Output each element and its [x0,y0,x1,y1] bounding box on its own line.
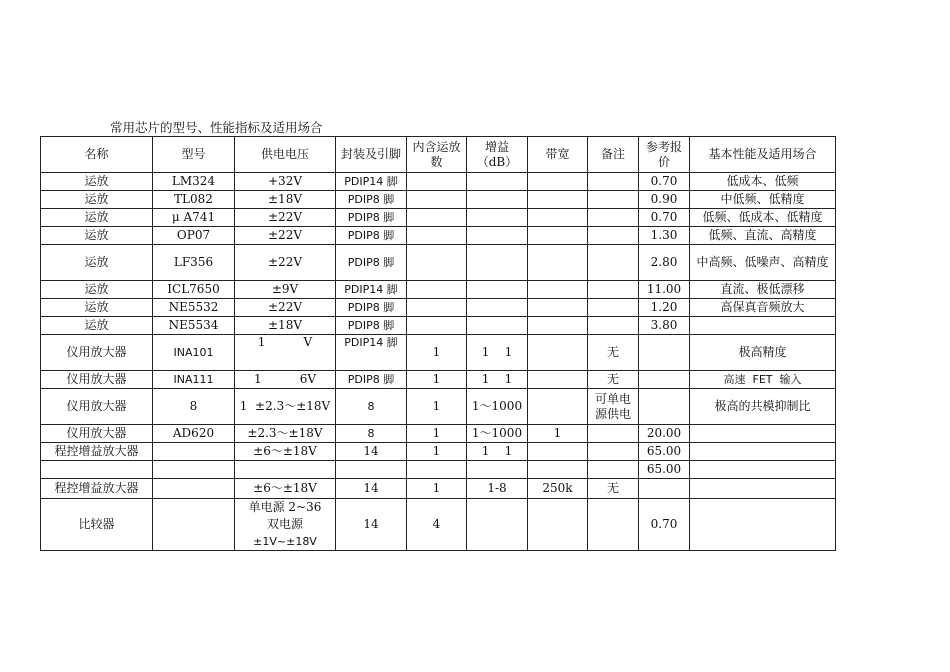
cell-bandwidth [528,499,588,551]
cell-model: NE5532 [153,299,235,317]
cell-features: 高速 FET 输入 [690,371,836,389]
cell-package: PDIP14 脚 [336,173,407,191]
cell-package: PDIP8 脚 [336,191,407,209]
cell-features: 高保真音频放大 [690,299,836,317]
cell-price: 0.70 [639,209,690,227]
cell-package: PDIP8 脚 [336,227,407,245]
table-row [41,209,836,227]
cell-opamps [407,461,467,479]
document-caption: 常用芯片的型号、性能指标及适用场合 [110,120,323,135]
cell-supply: +32V [235,173,336,191]
cell-package: PDIP8 脚 [336,371,407,389]
cell-model [153,479,235,499]
cell-package: 8 [336,389,407,425]
cell-package: 14 [336,499,407,551]
cell-supply: ±2.3～±18V [235,425,336,443]
cell-note: 无 [588,479,639,499]
cell-gain [467,461,528,479]
header-bandwidth: 带宽 [528,137,588,173]
cell-name: 运放 [41,227,153,245]
cell-note [588,299,639,317]
cell-model: AD620 [153,425,235,443]
cell-note [588,499,639,551]
cell-bandwidth [528,299,588,317]
table-row [41,371,836,389]
cell-features: 中低频、低精度 [690,191,836,209]
cell-opamps: 1 [407,443,467,461]
cell-package: PDIP8 脚 [336,245,407,281]
cell-note [588,461,639,479]
table-row [41,191,836,209]
cell-features [690,443,836,461]
cell-price: 3.80 [639,317,690,335]
table-row [41,173,836,191]
cell-price [639,479,690,499]
cell-name: 运放 [41,209,153,227]
cell-gain [467,245,528,281]
cell-supply: ±18V [235,317,336,335]
header-model: 型号 [153,137,235,173]
cell-price: 20.00 [639,425,690,443]
cell-name: 运放 [41,317,153,335]
cell-bandwidth: 1 [528,425,588,443]
cell-bandwidth [528,317,588,335]
cell-note: 可单电源供电 [588,389,639,425]
cell-name: 仪用放大器 [41,425,153,443]
cell-gain: 1 1 [467,335,528,371]
cell-name: 运放 [41,281,153,299]
cell-price: 1.30 [639,227,690,245]
cell-features [690,425,836,443]
cell-name [41,461,153,479]
cell-model: LF356 [153,245,235,281]
cell-note [588,443,639,461]
cell-gain [467,317,528,335]
cell-model: μ A741 [153,209,235,227]
cell-bandwidth [528,443,588,461]
chip-table [40,136,836,551]
cell-package: 14 [336,443,407,461]
header-note: 备注 [588,137,639,173]
cell-features [690,461,836,479]
cell-note: 无 [588,371,639,389]
cell-package: 8 [336,425,407,443]
cell-model [153,499,235,551]
cell-gain [467,173,528,191]
header-opamps: 内含运放数 [407,137,467,173]
cell-opamps: 1 [407,479,467,499]
cell-name: 运放 [41,191,153,209]
header-package: 封装及引脚 [336,137,407,173]
cell-opamps [407,245,467,281]
cell-supply: ±6～±18V [235,443,336,461]
cell-opamps [407,317,467,335]
table-row [41,227,836,245]
cell-supply [235,461,336,479]
cell-features [690,499,836,551]
cell-gain [467,209,528,227]
cell-model [153,443,235,461]
cell-bandwidth [528,227,588,245]
cell-bandwidth [528,461,588,479]
cell-bandwidth [528,389,588,425]
cell-features: 中高频、低噪声、高精度 [690,245,836,281]
cell-features: 直流、极低漂移 [690,281,836,299]
cell-package: PDIP14 脚 [336,281,407,299]
cell-supply: ±22V [235,227,336,245]
cell-note [588,209,639,227]
cell-opamps [407,209,467,227]
cell-price: 2.80 [639,245,690,281]
table-row [41,335,836,371]
cell-price [639,389,690,425]
cell-note [588,191,639,209]
cell-model [153,461,235,479]
cell-model: INA111 [153,371,235,389]
cell-features [690,479,836,499]
cell-price: 65.00 [639,461,690,479]
cell-opamps: 1 [407,371,467,389]
cell-name: 运放 [41,173,153,191]
cell-name: 仪用放大器 [41,371,153,389]
cell-features: 极高精度 [690,335,836,371]
cell-opamps [407,299,467,317]
cell-package: PDIP14 脚 [336,335,407,371]
cell-note [588,425,639,443]
cell-bandwidth [528,245,588,281]
cell-gain: 1-8 [467,479,528,499]
header-supply: 供电电压 [235,137,336,173]
cell-package [336,461,407,479]
cell-package: PDIP8 脚 [336,209,407,227]
cell-opamps: 1 [407,425,467,443]
cell-note [588,173,639,191]
cell-supply: 1 V [235,335,336,371]
cell-opamps [407,281,467,299]
table-row [41,443,836,461]
cell-bandwidth [528,281,588,299]
table-row [41,461,836,479]
cell-price [639,371,690,389]
header-row [41,137,836,173]
cell-gain [467,227,528,245]
cell-name: 仪用放大器 [41,335,153,371]
cell-bandwidth [528,209,588,227]
cell-package: PDIP8 脚 [336,299,407,317]
cell-package: 14 [336,479,407,499]
header-gain: 增益 （dB） [467,137,528,173]
cell-price: 0.70 [639,173,690,191]
cell-name: 运放 [41,245,153,281]
cell-price: 11.00 [639,281,690,299]
table-row [41,499,836,551]
cell-opamps: 1 [407,335,467,371]
cell-model: ICL7650 [153,281,235,299]
cell-gain [467,281,528,299]
table-row [41,389,836,425]
cell-supply: ±9V [235,281,336,299]
cell-gain [467,191,528,209]
table-row [41,281,836,299]
cell-package: PDIP8 脚 [336,317,407,335]
cell-model: TL082 [153,191,235,209]
table-row [41,425,836,443]
cell-opamps [407,191,467,209]
header-features: 基本性能及适用场合 [690,137,836,173]
table-row [41,299,836,317]
cell-opamps: 4 [407,499,467,551]
cell-bandwidth: 250k [528,479,588,499]
cell-supply: ±22V [235,299,336,317]
cell-features: 低频、低成本、低精度 [690,209,836,227]
cell-gain [467,299,528,317]
cell-note [588,317,639,335]
cell-features: 极高的共模抑制比 [690,389,836,425]
cell-opamps: 1 [407,389,467,425]
cell-price: 65.00 [639,443,690,461]
table-row [41,245,836,281]
cell-note [588,245,639,281]
cell-gain: 1～1000 [467,425,528,443]
header-name: 名称 [41,137,153,173]
table-row [41,479,836,499]
cell-bandwidth [528,173,588,191]
cell-price [639,335,690,371]
cell-price: 0.70 [639,499,690,551]
cell-supply: 1 6V [235,371,336,389]
cell-model: 8 [153,389,235,425]
cell-model: NE5534 [153,317,235,335]
cell-note: 无 [588,335,639,371]
cell-price: 1.20 [639,299,690,317]
cell-name: 仪用放大器 [41,389,153,425]
cell-opamps [407,227,467,245]
cell-name: 比较器 [41,499,153,551]
cell-name: 运放 [41,299,153,317]
cell-bandwidth [528,191,588,209]
cell-supply: 1 ±2.3～±18V [235,389,336,425]
cell-gain [467,499,528,551]
cell-name: 程控增益放大器 [41,479,153,499]
cell-note [588,281,639,299]
cell-gain: 1～1000 [467,389,528,425]
cell-note [588,227,639,245]
cell-supply: 单电源 2~36 双电源 ±1V~±18V [235,499,336,551]
cell-supply: ±22V [235,245,336,281]
cell-price: 0.90 [639,191,690,209]
cell-features [690,317,836,335]
cell-bandwidth [528,371,588,389]
cell-gain: 1 1 [467,371,528,389]
cell-supply: ±22V [235,209,336,227]
cell-name: 程控增益放大器 [41,443,153,461]
header-price: 参考报价 [639,137,690,173]
cell-model: OP07 [153,227,235,245]
cell-bandwidth [528,335,588,371]
cell-supply: ±6～±18V [235,479,336,499]
cell-opamps [407,173,467,191]
cell-model: INA101 [153,335,235,371]
cell-model: LM324 [153,173,235,191]
cell-features: 低频、直流、高精度 [690,227,836,245]
cell-features: 低成本、低频 [690,173,836,191]
table-row [41,317,836,335]
cell-gain: 1 1 [467,443,528,461]
cell-supply: ±18V [235,191,336,209]
